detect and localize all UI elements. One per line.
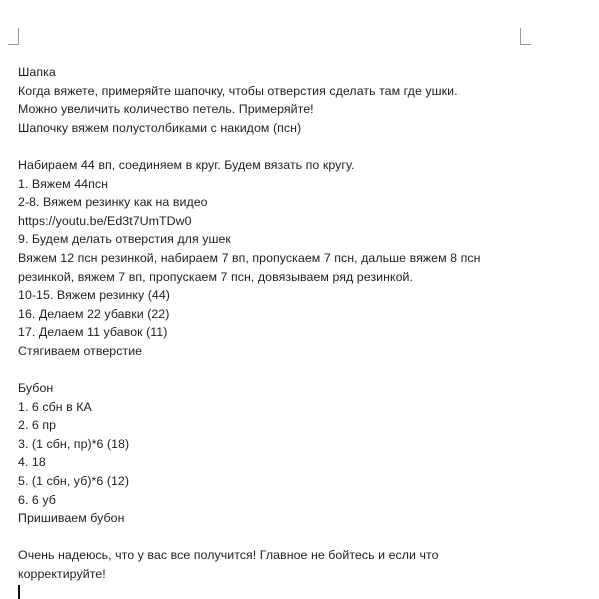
doc-line: 17. Делаем 11 убавок (11) [18,325,168,340]
doc-line: 5. (1 сбн, уб)*6 (12) [18,474,130,489]
doc-line: 16. Делаем 22 убавки (22) [18,306,170,321]
doc-line: Шапочку вяжем полустолбиками с накидом (псн) [18,120,302,135]
doc-line: Можно увеличить количество петель. Примеряйте! [18,102,314,117]
doc-line: 10-15. Вяжем резинку (44) [18,288,170,303]
doc-line: Стягиваем отверстие [18,343,143,358]
doc-line: 2-8. Вяжем резинку как на видео [18,195,208,210]
doc-line: Пришиваем бубон [18,511,125,526]
doc-line: резинкой, вяжем 7 вп, пропускаем 7 псн, довязываем ряд резинкой. [18,269,414,284]
video-link[interactable]: https://youtu.be/Ed3t7UmTDw0 [18,213,192,228]
doc-line: 1. Вяжем 44псн [18,176,108,191]
doc-line: Когда вяжете, примеряйте шапочку, чтобы отверстия сделать там где ушки. [18,83,458,98]
blank-line [18,528,578,547]
doc-line: 9. Будем делать отверстия для ушек [18,232,231,247]
top-right-margin-marker [520,28,531,45]
doc-line: 4. 18 [18,455,46,470]
doc-line: Вяжем 12 псн резинкой, набираем 7 вп, пропускаем 7 псн, дальше вяжем 8 псн [18,250,481,265]
document-body[interactable] [18,63,578,599]
doc-title: Шапка [18,65,56,79]
doc-line: Очень надеюсь, что у вас все получится! Главное не бойтесь и если что [18,548,439,563]
text-cursor [18,585,20,599]
doc-line: 3. (1 сбн, пр)*6 (18) [18,436,130,451]
doc-section-title: Бубон [18,381,54,396]
cursor-line[interactable] [18,584,578,599]
doc-line: 6. 6 уб [18,492,56,507]
doc-line: 1. 6 сбн в КА [18,399,92,414]
doc-line: Набираем 44 вп, соединяем в круг. Будем вязать по кругу. [18,157,355,172]
top-left-margin-marker [8,28,19,45]
blank-line [18,361,578,380]
doc-line: корректируйте! [18,567,106,582]
blank-line [18,137,578,156]
doc-line: 2. 6 пр [18,418,57,433]
